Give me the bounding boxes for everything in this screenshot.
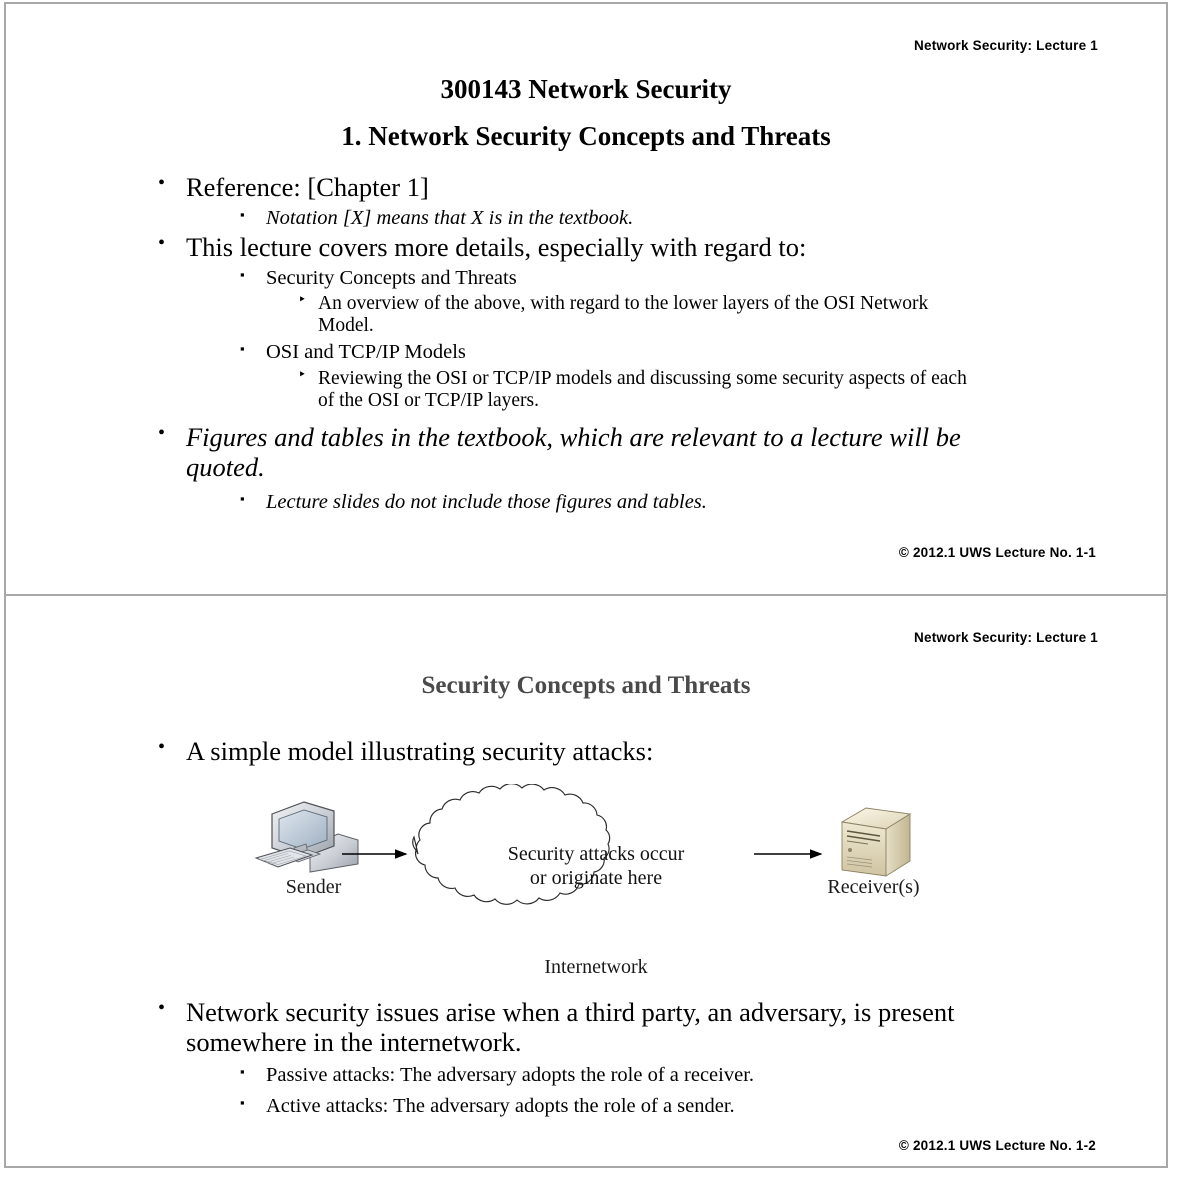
bullet-marker-disc: • (158, 172, 166, 194)
bullet-marker-disc: • (158, 422, 166, 445)
slide-1-title-topic: 1. Network Security Concepts and Threats (341, 121, 831, 151)
bullet-marker-square: ▪ (240, 266, 245, 282)
bullet-marker-disc: • (158, 736, 166, 758)
slide-1-header: Network Security: Lecture 1 (914, 38, 1098, 53)
bullet-text: Notation [X] means that X is in the textbook. (266, 206, 634, 229)
bullet-level2 (240, 206, 1036, 231)
bullet-marker-disc: • (158, 232, 166, 255)
bullet-level2 (240, 1094, 1036, 1119)
bullet-text: Lecture slides do not include those figures and tables. (266, 490, 707, 513)
bullet-marker-square: ▪ (240, 490, 245, 506)
slide-2-header: Network Security: Lecture 1 (914, 630, 1098, 645)
bullet-text: Reference: [Chapter 1] (186, 172, 429, 202)
bullet-text: An overview of the above, with regard to the lower layers of the OSI Network Model. (318, 293, 929, 337)
bullet-marker-square: ▪ (240, 1094, 245, 1110)
slide-2 (6, 596, 1166, 1168)
bullet-level1 (158, 736, 1036, 767)
server-tower-icon (842, 808, 910, 876)
bullet-text: Reviewing the OSI or TCP/IP models and discussing some security aspects of each of the OSI or TCP/IP layers. (318, 367, 967, 411)
bullet-level1 (158, 422, 1036, 483)
slide-1-title-course: 300143 Network Security (440, 74, 732, 104)
bullet-marker-triangle: ‣ (298, 293, 307, 309)
slide-1-footer: © 2012.1 UWS Lecture No. 1-1 (898, 545, 1096, 560)
bullet-level3 (298, 293, 986, 337)
bullet-level2 (240, 490, 1036, 515)
bullet-marker-square: ▪ (240, 206, 245, 222)
internetwork-label: Internetwork (544, 956, 648, 978)
bullet-marker-disc: • (158, 997, 166, 1019)
bullet-text: Active attacks: The adversary adopts the role of a sender. (266, 1094, 735, 1117)
slide-1-bullet-list (6, 170, 1166, 514)
bullet-text: Figures and tables in the textbook, which are relevant to a lecture will be quoted. (186, 422, 961, 483)
receiver-label: Receiver(s) (827, 876, 920, 898)
handout-page-frame (4, 2, 1168, 1168)
bullet-marker-square: ▪ (240, 341, 245, 357)
bullet-text: Network security issues arise when a third party, an adversary, is present somewhere in the internetwork. (186, 997, 955, 1057)
security-attack-model-diagram (246, 784, 946, 989)
bullet-level2 (240, 266, 1036, 291)
cloud-caption (461, 842, 731, 891)
bullet-text: A simple model illustrating security attacks: (186, 736, 654, 766)
bullet-level2 (240, 1064, 1036, 1088)
bullet-level2 (240, 341, 1036, 365)
cloud-caption-line2: or originate here (529, 867, 663, 890)
slide-1 (6, 4, 1166, 594)
bullet-text: This lecture covers more details, especially with regard to: (186, 232, 807, 263)
sender-label: Sender (285, 876, 342, 898)
bullet-level1 (158, 232, 1036, 263)
bullet-text: Passive attacks: The adversary adopts the role of a receiver. (266, 1064, 755, 1087)
slide-2-bullet-list-bottom (6, 995, 1166, 1118)
desktop-computer-icon (256, 802, 358, 872)
bullet-level1 (158, 997, 1036, 1057)
bullet-level3 (298, 367, 986, 412)
bullet-level1 (158, 172, 1036, 203)
bullet-text: Security Concepts and Threats (266, 266, 517, 289)
bullet-marker-triangle: ‣ (298, 367, 307, 383)
slide-2-footer: © 2012.1 UWS Lecture No. 1-2 (898, 1138, 1096, 1153)
bullet-marker-square: ▪ (240, 1064, 245, 1080)
bullet-text: OSI and TCP/IP Models (266, 341, 466, 364)
slide-2-title: Security Concepts and Threats (421, 672, 751, 699)
slide-2-bullet-list-top (6, 734, 1166, 767)
cloud-caption-line1: Security attacks occur (507, 843, 685, 865)
